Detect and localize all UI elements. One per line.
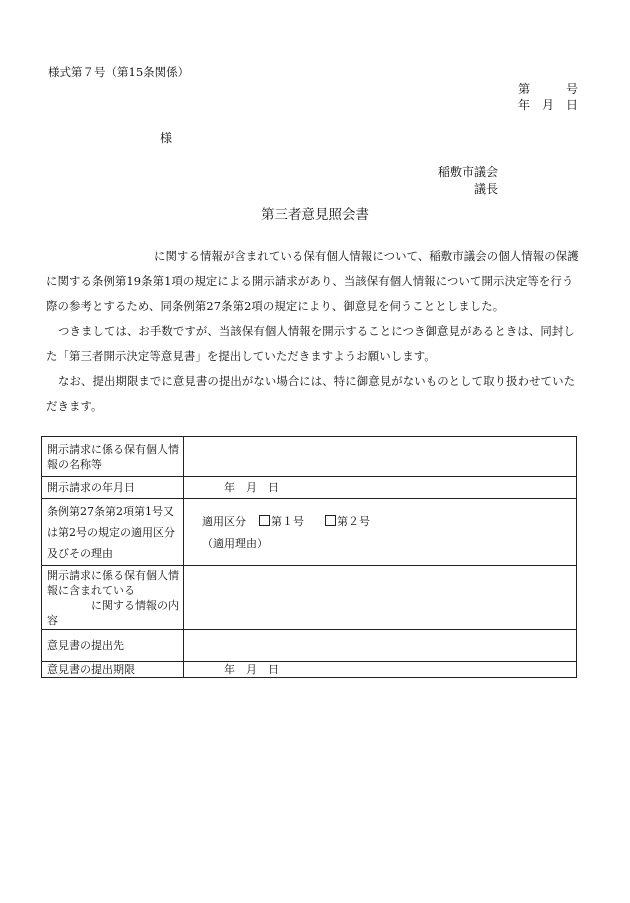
body-text <box>46 244 582 419</box>
table-row <box>42 437 577 477</box>
table-row <box>42 477 577 499</box>
form-number: 様式第７号（第15条関係） <box>48 65 190 79</box>
document-date: 年 月 日 <box>517 98 578 112</box>
application-reason-label: （適用理由） <box>202 536 268 550</box>
table-value[interactable] <box>184 437 577 477</box>
table-label: 条例第27条第2項第1号又は第2号の規定の適用区分及びその理由 <box>42 499 184 566</box>
table-label: 開示請求に係る保有個人情報の名称等 <box>42 437 184 477</box>
application-category-label: 適用区分 <box>202 514 246 528</box>
table-label: 開示請求の年月日 <box>42 477 184 499</box>
request-date-value[interactable]: 年 月 日 <box>184 477 577 499</box>
table-row <box>42 662 577 678</box>
sender-organization: 稲敷市議会 <box>437 165 498 179</box>
table-label: 意見書の提出期限 <box>42 662 184 678</box>
table-row <box>42 630 577 662</box>
deadline-date-value[interactable]: 年 月 日 <box>184 662 577 678</box>
document-number: 第 号 <box>517 82 578 96</box>
option-2-label: 第２号 <box>337 514 370 528</box>
application-category-cell <box>184 499 577 566</box>
body-paragraph-2: つきましては、お手数ですが、当該保有個人情報を開示することにつき御意見があるときは、同封した「第三者開示決定等意見書」を提出していただきますようお願いします。 <box>46 324 575 363</box>
option-2-checkbox[interactable] <box>325 515 336 526</box>
sender-title: 議長 <box>473 182 498 196</box>
table-label <box>42 566 184 630</box>
body-paragraph-1: に関する情報が含まれている保有個人情報について、稲敷市議会の個人情報の保護に関する条例第19条第1項の規定による開示請求があり、当該保有個人情報について開示決定等を行う際の参考とするため、同条例第27条第2項の規定により、御意見を伺うこととしました。 <box>46 249 579 313</box>
table-row <box>42 566 577 630</box>
table-label-part-b: に関する情報の内容 <box>47 598 179 627</box>
table-value[interactable] <box>184 630 577 662</box>
table-value[interactable] <box>184 566 577 630</box>
table-row <box>42 499 577 566</box>
table-label-part-a: 開示請求に係る保有個人情報に含まれている <box>47 568 179 597</box>
addressee: 様 <box>160 131 173 145</box>
table-label: 意見書の提出先 <box>42 630 184 662</box>
option-1-checkbox[interactable] <box>259 515 270 526</box>
document-title: 第三者意見照会書 <box>261 207 369 223</box>
inquiry-table <box>41 436 577 678</box>
option-1-label: 第１号 <box>271 514 304 528</box>
body-paragraph-3: なお、提出期限までに意見書の提出がない場合には、特に御意見がないものとして取り扱わせていただきます。 <box>46 374 576 413</box>
